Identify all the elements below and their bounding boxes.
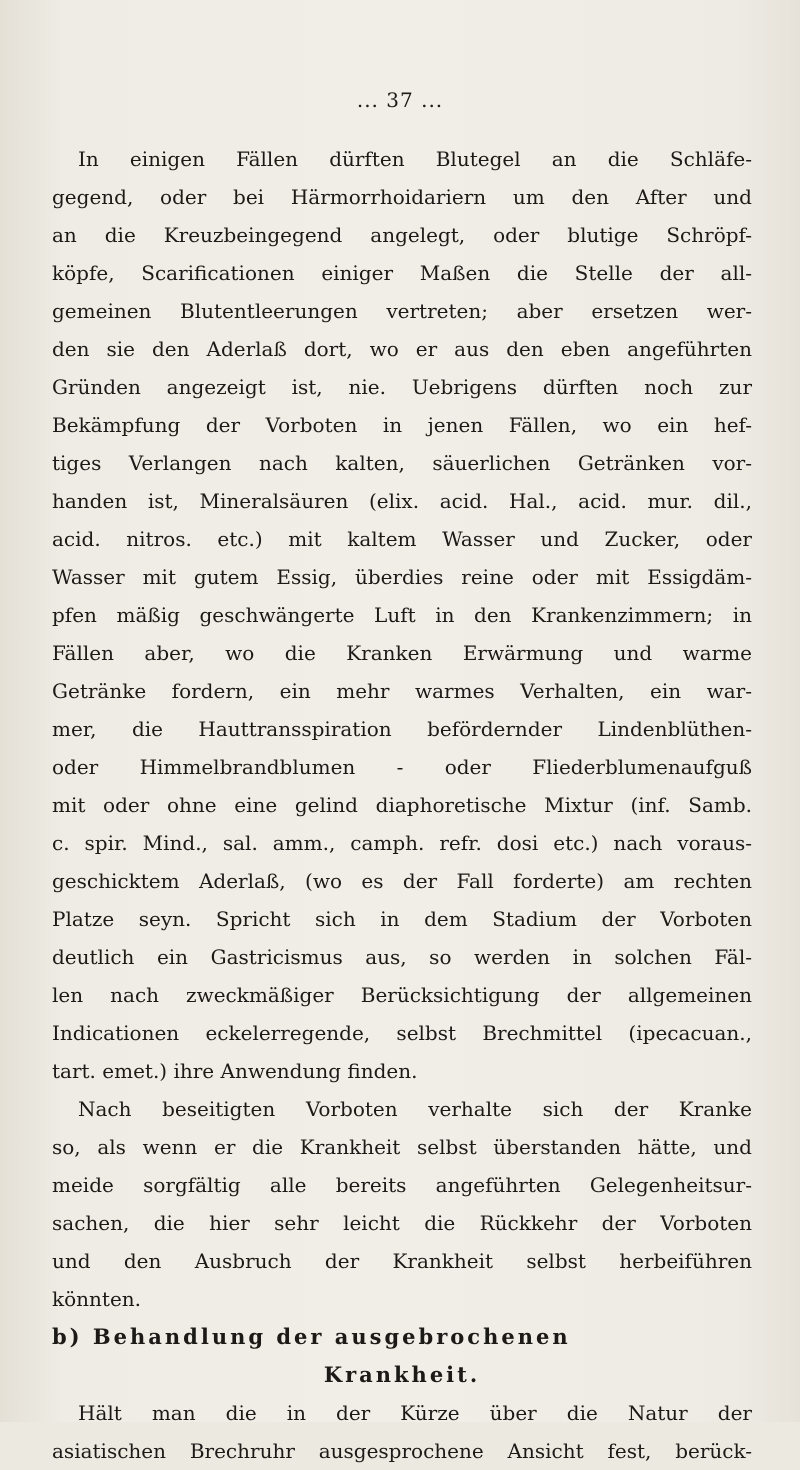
text-line: mer, die Hauttransspiration befördernder Lindenblüthen- <box>52 717 752 741</box>
text-line: deutlich ein Gastricismus aus, so werden in solchen Fäl- <box>52 945 752 969</box>
text-line: könnten. <box>52 1287 142 1311</box>
text-line: tart. emet.) ihre Anwendung finden. <box>52 1059 418 1083</box>
text-line: köpfe, Scarificationen einiger Maßen die Stelle der all- <box>52 261 752 285</box>
text-line: geschicktem Aderlaß, (wo es der Fall forderte) am rechten <box>52 869 752 893</box>
text-line: handen ist, Mineralsäuren (elix. acid. Hal., acid. mur. dil., <box>52 489 752 513</box>
text-line: Getränke fordern, ein mehr warmes Verhalten, ein war- <box>52 679 752 703</box>
page-number: ... 37 ... <box>356 88 444 112</box>
text-line: so, als wenn er die Krankheit selbst überstanden hätte, und <box>52 1135 752 1159</box>
text-line: Wasser mit gutem Essig, überdies reine oder mit Essigdäm- <box>52 565 752 589</box>
page-body <box>52 140 752 1470</box>
text-line: tiges Verlangen nach kalten, säuerlichen Getränken vor- <box>52 451 752 475</box>
text-line: den sie den Aderlaß dort, wo er aus den eben angeführten <box>52 337 752 361</box>
text-line: In einigen Fällen dürften Blutegel an die Schläfe- <box>78 147 752 171</box>
text-line: oder Himmelbrandblumen - oder Fliederblumenaufguß <box>52 755 752 779</box>
text-line: asiatischen Brechruhr ausgesprochene Ansicht fest, berück- <box>52 1439 752 1463</box>
text-line: Indicationen eckelerregende, selbst Brechmittel (ipecacuan., <box>52 1021 752 1045</box>
text-line: Platze seyn. Spricht sich in dem Stadium der Vorboten <box>52 907 752 931</box>
text-line: Gründen angezeigt ist, nie. Uebrigens dürften noch zur <box>52 375 752 399</box>
text-line: sachen, die hier sehr leicht die Rückkehr der Vorboten <box>52 1211 752 1235</box>
text-line: gegend, oder bei Härmorrhoidariern um den After und <box>52 185 752 209</box>
text-line: len nach zweckmäßiger Berücksichtigung der allgemeinen <box>52 983 752 1007</box>
text-line: gemeinen Blutentleerungen vertreten; aber ersetzen wer- <box>52 299 752 323</box>
text-line: Hält man die in der Kürze über die Natur der <box>78 1401 752 1425</box>
text-line: an die Kreuzbeingegend angelegt, oder blutige Schröpf- <box>52 223 752 247</box>
text-line: c. spir. Mind., sal. amm., camph. refr. dosi etc.) nach voraus- <box>52 831 752 855</box>
text-line: mit oder ohne eine gelind diaphoretische Mixtur (inf. Samb. <box>52 793 752 817</box>
text-line: Nach beseitigten Vorboten verhalte sich der Kranke <box>78 1097 752 1121</box>
text-line: und den Ausbruch der Krankheit selbst herbeiführen <box>52 1249 752 1273</box>
text-line: Fällen aber, wo die Kranken Erwärmung und warme <box>52 641 752 665</box>
text-line: meide sorgfältig alle bereits angeführten Gelegenheitsur- <box>52 1173 752 1197</box>
section-heading: b) Behandlung der ausgebrochenen <box>52 1324 571 1349</box>
section-heading-continued: Krankheit. <box>323 1362 481 1387</box>
text-line: pfen mäßig geschwängerte Luft in den Krankenzimmern; in <box>52 603 752 627</box>
text-line: acid. nitros. etc.) mit kaltem Wasser und Zucker, oder <box>52 527 752 551</box>
text-line: Bekämpfung der Vorboten in jenen Fällen, wo ein hef- <box>52 413 752 437</box>
